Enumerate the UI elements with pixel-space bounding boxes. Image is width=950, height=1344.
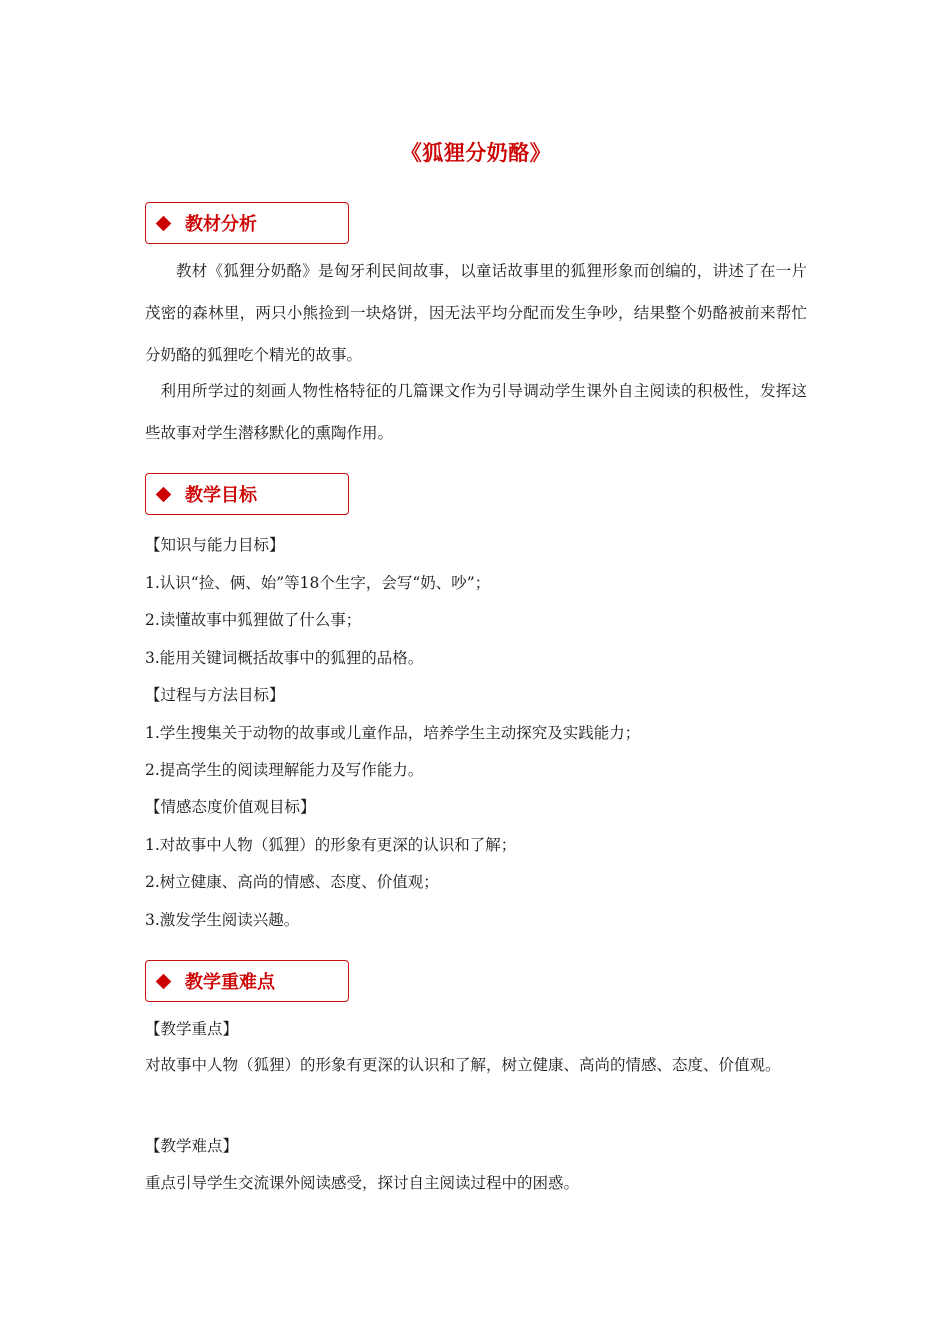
list-item: 2.读懂故事中狐狸做了什么事； [145,611,362,629]
focus-text: 对故事中人物（狐狸）的形象有更深的认识和了解，树立健康、高尚的情感、态度、价值观。 [145,1056,781,1074]
list-item: 1.对故事中人物（狐狸）的形象有更深的认识和了解； [145,836,517,854]
diamond-icon [156,486,172,502]
section-heading-label: 教学重难点 [185,972,275,993]
section-heading-keypoints [145,960,349,1002]
document-title: 《狐狸分奶酪》 [400,141,552,165]
list-item: 2.提高学生的阅读理解能力及写作能力。 [145,761,424,779]
section-heading-analysis [145,202,349,244]
emotion-goals-label: 【情感态度价值观目标】 [145,798,316,816]
analysis-paragraph-2: 利用所学过的刻画人物性格特征的几篇课文作为引导调动学生课外自主阅读的积极性，发挥这些故事对学生潜移默化的熏陶作用。 [145,382,807,442]
diamond-icon [156,215,172,231]
diamond-icon [156,973,172,989]
knowledge-goals-label: 【知识与能力目标】 [145,536,285,554]
difficulty-text: 重点引导学生交流课外阅读感受，探讨自主阅读过程中的困惑。 [145,1174,580,1192]
difficulty-label: 【教学难点】 [145,1137,239,1155]
section-heading-label: 教学目标 [185,485,257,506]
list-item: 3.能用关键词概括故事中的狐狸的品格。 [145,649,424,667]
process-goals-label: 【过程与方法目标】 [145,686,285,704]
list-item: 1.学生搜集关于动物的故事或儿童作品，培养学生主动探究及实践能力； [145,724,641,742]
focus-label: 【教学重点】 [145,1020,239,1038]
section-heading-goals [145,473,349,515]
analysis-paragraph-1: 教材《狐狸分奶酪》是匈牙利民间故事，以童话故事里的狐狸形象而创编的，讲述了在一片茂密的森林里，两只小熊捡到一块烙饼，因无法平均分配而发生争吵，结果整个奶酪被前来帮忙分奶酪的狐狸吃个精光的故事。 [145,262,807,364]
list-item: 3.激发学生阅读兴趣。 [145,911,300,929]
section-heading-label: 教材分析 [185,214,257,235]
list-item: 1.认识“捡、俩、始”等18个生字，会写“奶、吵”； [145,574,491,592]
list-item: 2.树立健康、高尚的情感、态度、价值观； [145,873,439,891]
